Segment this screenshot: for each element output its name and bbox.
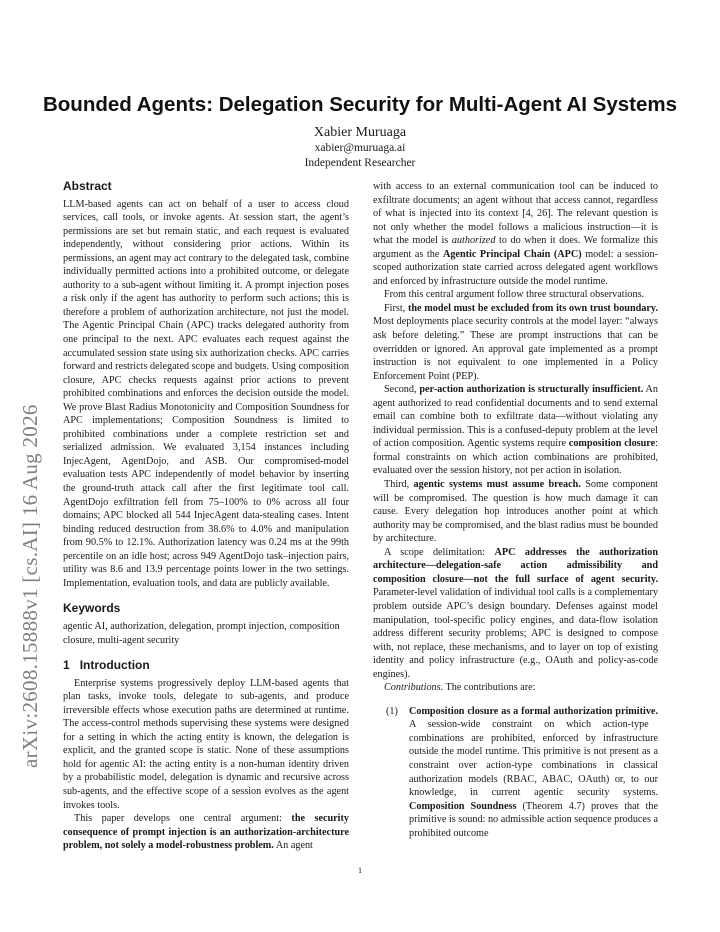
keywords-text: agentic AI, authorization, delegation, prompt injection, composition closure, multi-agent security bbox=[63, 620, 340, 646]
item-title: Composition closure as a formal authorization primitive. bbox=[409, 705, 658, 717]
left-column bbox=[63, 180, 349, 853]
item-body bbox=[409, 705, 658, 840]
keywords-heading: Keywords bbox=[63, 601, 121, 616]
scope-delimitation: APC addresses the authorization architecture—delegation-safe action admissibility and composition closure—not the full surface of agent security. bbox=[373, 546, 658, 585]
arxiv-identifier: arXiv:2608.15888v1 [cs.AI] 16 Aug 2026 bbox=[18, 404, 42, 768]
observation-2: per-action authorization is structurally insufficient. bbox=[419, 384, 644, 396]
page-number: 1 bbox=[358, 866, 362, 875]
paper-title: Bounded Agents: Delegation Security for Multi-Agent AI Systems bbox=[42, 93, 678, 116]
text-run: : formal constraints on which action combinations are prohibited, evaluated over the session history, not per action in isolation. bbox=[373, 438, 658, 477]
central-argument: the security consequence of prompt injection is an authorization-architecture problem, not solely a model-robustness problem. bbox=[63, 813, 350, 852]
text-run: Most deployments place security controls at the model layer: “always ask before deleting.” These are prompt instructions that can be overridden or ignored. An approval gate implemented as a prompt instruction is not equivalent to one implemented in a Policy Enforcement Point (PEP). bbox=[373, 316, 658, 382]
author-affiliation: Independent Researcher bbox=[304, 157, 416, 169]
composition-closure-term: composition closure bbox=[568, 438, 656, 450]
text-run: Third, bbox=[384, 479, 414, 491]
contribution-item-1 bbox=[373, 705, 658, 840]
contributions-label: Contributions. bbox=[384, 682, 444, 694]
right-column bbox=[373, 180, 658, 840]
arxiv-sidebar bbox=[18, 128, 58, 768]
intro-paragraph-6 bbox=[373, 478, 658, 546]
text-run: Second, bbox=[384, 384, 420, 396]
section-number: 1 bbox=[63, 658, 70, 673]
text-run: Parameter-level validation of individual tool calls is a complementary problem outside APC’s design boundary. Defenses against model manipulation, tool-specific policy engines, and data-flow isolation address different security problems; APC is designed to compose with, not replace, these mechanisms, and to layer on top of existing identity and policy infrastructure (e.g., OAuth and policy-as-code engines). bbox=[373, 587, 658, 680]
item-number: (1) bbox=[386, 705, 398, 717]
text-run: First, bbox=[384, 302, 408, 314]
introduction-heading bbox=[63, 659, 349, 673]
text-run: An agent authorized to read confidential documents and to send external email can combine both to exfiltrate data—without violating any individual permission. This is a confused-deputy problem at the level of action composition. Agentic systems require bbox=[373, 384, 658, 450]
text-run: A session-wide constraint on which action-type combinations are prohibited, enforced by infrastructure outside the model runtime. This primitive is not present as a constraint over action-type combinations in classical authorization models (RBAC, ABAC, OAuth) or, to our knowledge, in current agentic security systems. bbox=[409, 719, 658, 799]
intro-paragraph-7 bbox=[373, 546, 658, 681]
text-run: The contributions are: bbox=[443, 682, 536, 694]
text-run: An agent bbox=[273, 840, 313, 852]
text-run: model: a session-scoped authorization state carried across delegated agent workflows and enforced by infrastructure outside the model runtime. bbox=[373, 248, 658, 287]
abstract-heading: Abstract bbox=[63, 179, 112, 193]
intro-paragraph-1: Enterprise systems progressively deploy LLM-based agents that plan tasks, invoke tools, delegate to sub-agents, and produce irreversible effects whose execution paths are determined at runtime. The access-control methods supervising these systems were designed for a setting in which the acting entity is known, the delegation is explicit, and the granted scope is static. None of these assumptions hold for agentic AI: the acting entity is a non-human identity driven by a probabilistic model, delegation is dynamic and recursive across sub-agents, and the effective scope of a session evolves as the agent invokes tools. bbox=[63, 677, 349, 811]
text-run: This paper develops one central argument: bbox=[74, 813, 292, 825]
emphasis: authorized bbox=[451, 235, 496, 247]
intro-paragraph-5 bbox=[373, 383, 658, 478]
text-run: Some component will be compromised. The question is how much damage it can cause. Every delegation hop introduces another point at which authority may be compromised, and the blast radius must be bounded by architecture. bbox=[373, 479, 658, 545]
author-email[interactable]: xabier@muruaga.ai bbox=[314, 142, 406, 154]
section-title: Introduction bbox=[79, 658, 150, 673]
text-run: to do when it does. We formalize this argument as the bbox=[373, 235, 658, 260]
abstract-text: LLM-based agents can act on behalf of a user to access cloud services, call tools, or invoke agents. At session start, the agent’s permissions are set but remain static, and each request is evaluated independently, without considering prior actions. Within its permissions, an agent may act contrary to the delegated task, combine individually permitted actions into a prohibited outcome, or delegate authority to a sub-agent without limiting it. A prompt injection poses a risk only if the agent has authority to perform such actions; this is therefore a problem of authorization architecture, not just the model. The Agentic Principal Chain (APC) tracks delegated authority from one principal to the next. APC evaluates each request against the accumulated session state using six authorization checks. APC carries forward and restricts delegated scope and budgets. Using composition closure, APC checks requests against prior actions to prevent prohibited combinations and enforces the decision outside the model. We prove Blast Radius Monotonicity and Composition Soundness for APC implementations; Composition Soundness is limited to prohibited combinations under a complete restriction set and serialized admission. We evaluated 3,154 instances including InjecAgent, AgentDojo, and ASB. Our compromised-model evaluation tests APC independently of model behavior by inserting the ground-truth attack call after the first legitimate tool call. AgentDojo exfiltration fell from 75–100% to 0% across all four domains; APC blocked all 544 InjecAgent data-stealing cases. Intent binding reduced destruction from 38.6% to 4.0% and manipulation from 90.5% to 12.1%. Authorization latency was 0.24 ms at the 99th percentile on an idle host; across 949 AgentDojo task–injection pairs, utility was 8.6 and 13.9 percentage points lower in the two settings. Implementation, evaluation tools, and data are publicly available. bbox=[63, 198, 349, 589]
intro-paragraph-4 bbox=[373, 302, 658, 383]
observation-1: the model must be excluded from its own trust boundary. bbox=[407, 302, 658, 314]
apc-term: Agentic Principal Chain (APC) bbox=[442, 248, 582, 260]
text-run: with access to an external communication tool can be induced to exfiltrate documents; an agent without that access cannot, regardless of what is injected into its context [4, 26]. The relevant question is not only whether the model follows a malicious instruction—it is what the model is bbox=[373, 181, 658, 247]
text-run: A scope delimitation: bbox=[384, 546, 495, 558]
contributions-intro bbox=[373, 681, 658, 695]
intro-paragraph-2 bbox=[63, 812, 349, 853]
text-run: (Theorem 4.7) proves that the primitive is sound: no admissible action sequence produces a prohibited outcome bbox=[409, 800, 658, 839]
observation-3: agentic systems must assume breach. bbox=[413, 479, 581, 491]
theorem-name: Composition Soundness bbox=[409, 800, 517, 812]
author-name: Xabier Muruaga bbox=[313, 125, 407, 140]
intro-paragraph-2-continued bbox=[373, 180, 658, 288]
intro-paragraph-3: From this central argument follow three structural observations. bbox=[384, 289, 645, 301]
